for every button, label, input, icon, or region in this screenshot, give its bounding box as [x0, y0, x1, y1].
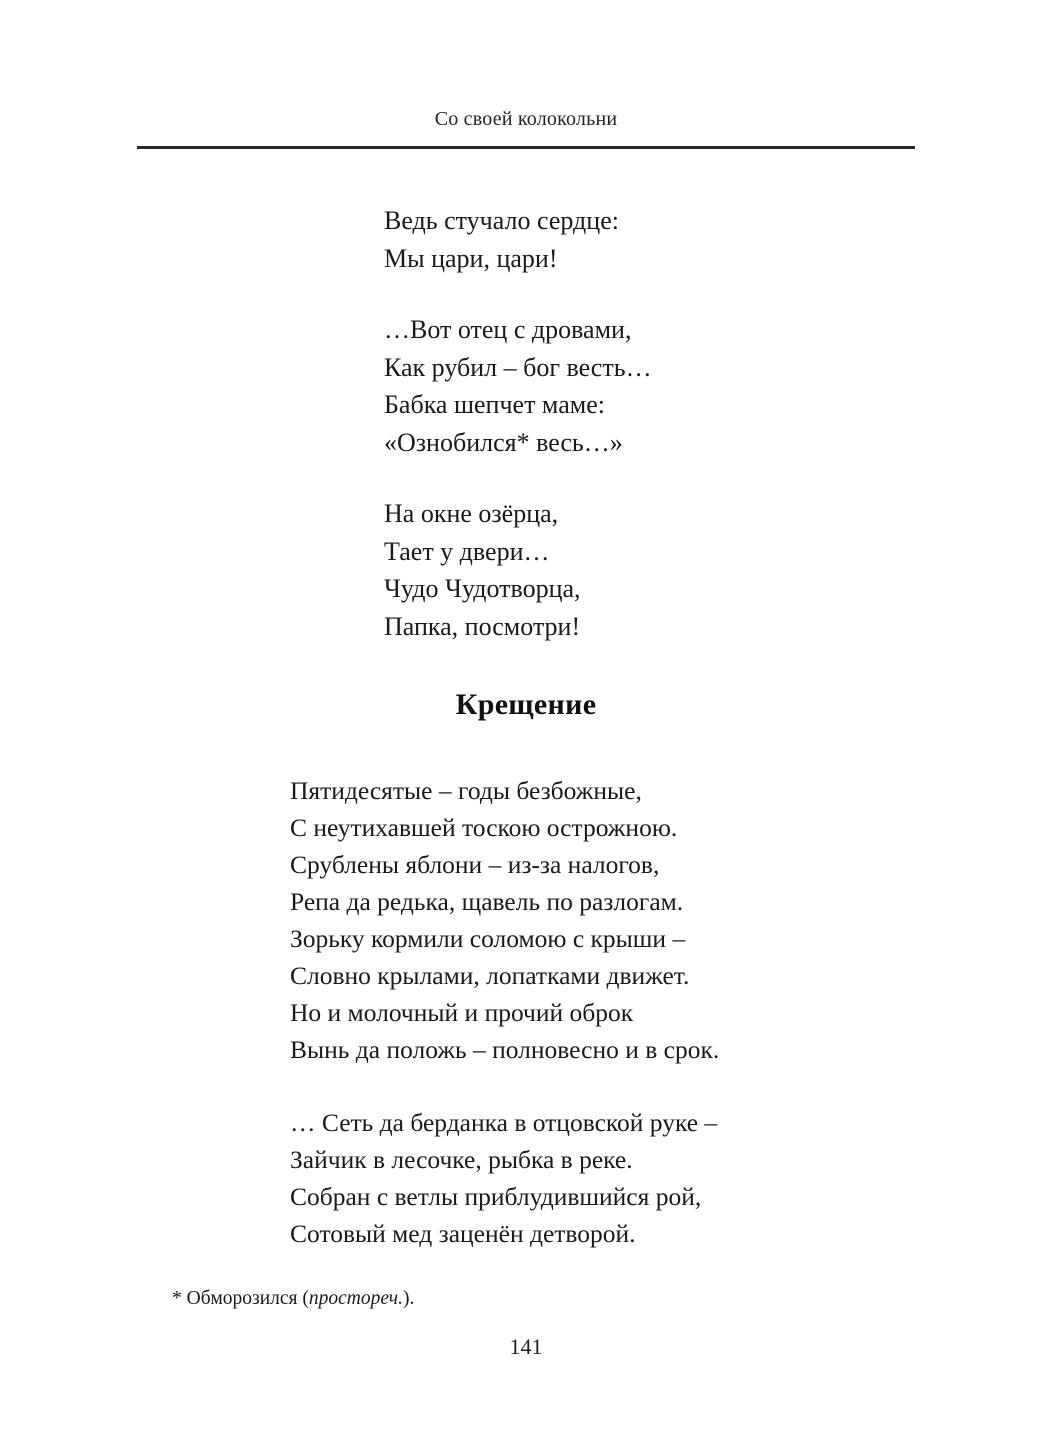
- stanza: [384, 311, 944, 461]
- stanza: [384, 495, 944, 645]
- verse-line: На окне озёрца,: [384, 499, 559, 528]
- verse-line: Срублены яблони – из-за налогов,: [290, 850, 660, 879]
- footnote-italic-gloss: простореч.: [308, 1288, 403, 1309]
- verse-line: Ведь стучало сердце:: [384, 206, 619, 235]
- verse-line: Сотовый мед заценён детворой.: [290, 1219, 636, 1248]
- verse-line: Собран с ветлы приблудившийся рой,: [290, 1182, 702, 1211]
- verse-line: Но и молочный и прочий оброк: [290, 998, 634, 1027]
- verse-line: Чудо Чудотворца,: [384, 574, 581, 603]
- stanza: [384, 202, 944, 277]
- verse-line: …Вот отец с дровами,: [384, 315, 632, 344]
- verse-line: Как рубил – бог весть…: [384, 352, 652, 382]
- verse-line: Вынь да положь – полновесно и в срок.: [290, 1035, 720, 1064]
- stanza: [290, 772, 950, 1068]
- verse-line: Бабка шепчет маме:: [384, 390, 605, 419]
- verse-line: Папка, посмотри!: [384, 611, 581, 641]
- poem-continued: [384, 202, 944, 645]
- verse-line: Мы цари, цари!: [384, 243, 558, 273]
- poem-title: Крещение: [455, 688, 597, 721]
- running-head: Со своей колокольни: [434, 108, 618, 130]
- footnote: [172, 1286, 414, 1312]
- verse-line: С неутихавшей тоскою острожною.: [290, 813, 678, 842]
- verse-line: Репа да редька, щавель по разлогам.: [290, 887, 684, 916]
- footnote-marker-text: * Обморозился (: [172, 1288, 309, 1309]
- page-number: 141: [509, 1334, 543, 1359]
- verse-line: Словно крылами, лопатками движет.: [290, 961, 690, 990]
- verse-line: Тает у двери…: [384, 536, 550, 566]
- verse-line: Зорьку кормили соломою с крыши –: [290, 924, 686, 953]
- verse-line: Пятидесятые – годы безбожные,: [290, 776, 642, 805]
- header-rule: [137, 146, 915, 149]
- poem-kreshchenie: [290, 772, 950, 1288]
- stanza: [290, 1104, 950, 1252]
- verse-line: «Ознобился* весь…»: [384, 427, 623, 457]
- footnote-tail: ).: [402, 1288, 415, 1309]
- verse-line: … Сеть да берданка в отцовской руке –: [290, 1108, 718, 1137]
- verse-line: Зайчик в лесочке, рыбка в реке.: [290, 1145, 633, 1174]
